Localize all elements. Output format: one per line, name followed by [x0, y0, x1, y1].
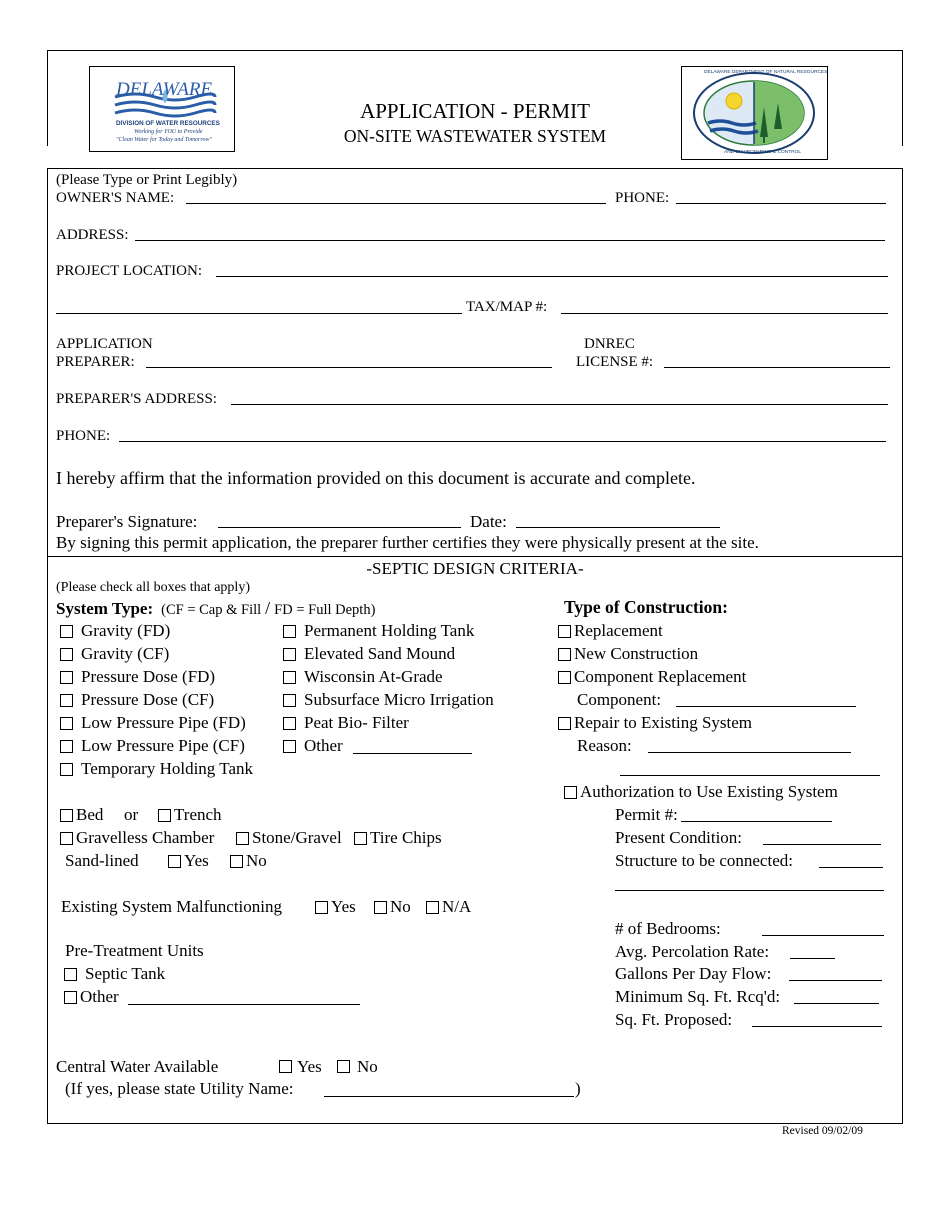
present-condition-label: Present Condition: [615, 828, 743, 847]
wisconsin-at-grade-label: Wisconsin At-Grade [304, 667, 443, 686]
malfunction-no-label: No [390, 897, 411, 916]
pressure-dose-fd-label: Pressure Dose (FD) [81, 667, 216, 686]
pressure-dose-fd-checkbox[interactable] [60, 671, 73, 684]
pressure-dose-cf-checkbox[interactable] [60, 694, 73, 707]
replacement-checkbox[interactable] [558, 625, 571, 638]
form-top-border [47, 168, 903, 169]
elevated-sand-mound-label: Elevated Sand Mound [304, 644, 456, 663]
revised-date: Revised 09/02/09 [782, 1125, 863, 1137]
logo-tagline-2: "Clean Water for Today and Tomorrow" [116, 137, 213, 143]
preparer-address-label: PREPARER'S ADDRESS: [56, 391, 217, 407]
bed-checkbox[interactable] [60, 809, 73, 822]
seal-ring-bottom: AND ENVIRONMENTAL CONTROL [724, 150, 802, 155]
phone-label: PHONE: [615, 190, 670, 206]
gravity-fd-label: Gravity (FD) [81, 621, 171, 640]
stone-gravel-label: Stone/Gravel [252, 828, 342, 847]
system-type-label: System Type: [56, 599, 154, 618]
utility-name-label: (If yes, please state Utility Name: [65, 1079, 294, 1098]
application-label: APPLICATION [56, 336, 153, 352]
percolation-label: Avg. Percolation Rate: [615, 942, 770, 961]
micro-irrigation-label: Subsurface Micro Irrigation [304, 690, 494, 709]
peat-bio-filter-checkbox[interactable] [283, 717, 296, 730]
delaware-logo-name: DELAWARE [116, 79, 213, 100]
construction-title: Type of Construction: [564, 597, 728, 617]
lpp-cf-label: Low Pressure Pipe (CF) [81, 736, 245, 755]
malfunction-label: Existing System Malfunctioning [61, 897, 282, 916]
pretreat-other-label: Other [80, 987, 119, 1006]
gravity-cf-checkbox[interactable] [60, 648, 73, 661]
central-water-yes-label: Yes [297, 1057, 322, 1076]
temp-holding-tank-label: Temporary Holding Tank [81, 759, 253, 778]
license-field[interactable] [664, 367, 890, 368]
section-divider [47, 556, 903, 557]
septic-tank-label: Septic Tank [85, 964, 166, 983]
seal-ring-top: DELAWARE DEPARTMENT OF NATURAL RESOURCES [704, 70, 828, 75]
project-location-field[interactable] [216, 276, 888, 277]
owner-name-field[interactable] [186, 203, 606, 204]
structure-field-line2[interactable] [615, 890, 884, 891]
phone2-label: PHONE: [56, 428, 111, 444]
replacement-label: Replacement [574, 621, 663, 640]
form-bottom-border [47, 1123, 903, 1124]
repair-label: Repair to Existing System [574, 713, 753, 732]
component-replacement-label: Component Replacement [574, 667, 747, 686]
signature-field[interactable] [218, 527, 461, 528]
authorization-label: Authorization to Use Existing System [580, 782, 838, 801]
division-name: DIVISION OF WATER RESOURCES [116, 120, 220, 127]
preparer-address-field[interactable] [231, 404, 888, 405]
sand-lined-yes-label: Yes [184, 851, 209, 870]
preparer-label: PREPARER: [56, 354, 135, 370]
pretreat-other-field[interactable] [128, 1004, 360, 1005]
sqft-proposed-label: Sq. Ft. Proposed: [615, 1010, 733, 1029]
pressure-dose-cf-label: Pressure Dose (CF) [81, 690, 215, 709]
malfunction-yes-label: Yes [331, 897, 356, 916]
sand-lined-label: Sand-lined [65, 851, 139, 870]
central-water-no-checkbox[interactable] [337, 1060, 350, 1073]
trench-checkbox[interactable] [158, 809, 171, 822]
form-left-border [47, 168, 48, 1123]
sqft-proposed-field[interactable] [752, 1026, 882, 1027]
gallons-label: Gallons Per Day Flow: [615, 964, 772, 983]
phone-field[interactable] [676, 203, 886, 204]
present-condition-field[interactable] [763, 844, 881, 845]
logo-tagline-1: Working for YOU to Provide [134, 129, 203, 135]
address-label: ADDRESS: [56, 227, 129, 243]
perm-holding-tank-label: Permanent Holding Tank [304, 621, 475, 640]
permit-no-field[interactable] [681, 821, 832, 822]
print-legibly-note: (Please Type or Print Legibly) [56, 172, 238, 188]
sand-lined-no-label: No [246, 851, 267, 870]
gravelless-chamber-label: Gravelless Chamber [76, 828, 215, 847]
central-water-label: Central Water Available [56, 1057, 219, 1076]
malfunction-na-label: N/A [442, 897, 472, 916]
other-system-checkbox[interactable] [283, 740, 296, 753]
permit-no-label: Permit #: [615, 805, 678, 824]
component-replacement-checkbox[interactable] [558, 671, 571, 684]
page-title: APPLICATION - PERMIT [360, 99, 590, 123]
reason-field[interactable] [648, 752, 851, 753]
elevated-sand-mound-checkbox[interactable] [283, 648, 296, 661]
project-location-label: PROJECT LOCATION: [56, 263, 202, 279]
central-water-yes-checkbox[interactable] [279, 1060, 292, 1073]
dnrec-seal-logo [681, 66, 828, 160]
min-sqft-field[interactable] [794, 1003, 879, 1004]
perm-holding-tank-checkbox[interactable] [283, 625, 296, 638]
reason-label: Reason: [577, 736, 632, 755]
gravelless-chamber-checkbox[interactable] [60, 832, 73, 845]
sand-lined-yes-checkbox[interactable] [168, 855, 181, 868]
temp-holding-tank-checkbox[interactable] [60, 763, 73, 776]
other-system-field[interactable] [353, 753, 472, 754]
date-label: Date: [470, 512, 507, 531]
lpp-fd-checkbox[interactable] [60, 717, 73, 730]
page-subtitle: ON-SITE WASTEWATER SYSTEM [343, 126, 607, 146]
preparer-field[interactable] [146, 367, 552, 368]
septic-tank-checkbox[interactable] [64, 968, 77, 981]
license-label: LICENSE #: [576, 354, 654, 370]
lpp-cf-checkbox[interactable] [60, 740, 73, 753]
lpp-fd-label: Low Pressure Pipe (FD) [81, 713, 246, 732]
component-field[interactable] [676, 706, 856, 707]
system-type-note-a: (CF = Cap & Fill [161, 602, 262, 618]
check-note: (Please check all boxes that apply) [56, 580, 250, 595]
repair-checkbox[interactable] [558, 717, 571, 730]
structure-field[interactable] [819, 867, 883, 868]
component-label: Component: [577, 690, 662, 709]
malfunction-na-checkbox[interactable] [426, 901, 439, 914]
reason-field-line2[interactable] [620, 775, 880, 776]
central-water-no-label: No [357, 1057, 378, 1076]
gravity-fd-checkbox[interactable] [60, 625, 73, 638]
peat-bio-filter-label: Peat Bio- Filter [304, 713, 409, 732]
micro-irrigation-checkbox[interactable] [283, 694, 296, 707]
signature-label: Preparer's Signature: [56, 512, 198, 531]
bedrooms-field[interactable] [762, 935, 884, 936]
pretreatment-label: Pre-Treatment Units [65, 941, 204, 960]
min-sqft-label: Minimum Sq. Ft. Rcq'd: [615, 987, 781, 1006]
tire-chips-checkbox[interactable] [354, 832, 367, 845]
other-system-label: Other [304, 736, 343, 755]
date-field[interactable] [516, 527, 720, 528]
malfunction-yes-checkbox[interactable] [315, 901, 328, 914]
malfunction-no-checkbox[interactable] [374, 901, 387, 914]
or-label: or [124, 805, 139, 824]
pretreat-other-checkbox[interactable] [64, 991, 77, 1004]
project-location-field-line2[interactable] [56, 313, 462, 314]
new-construction-checkbox[interactable] [558, 648, 571, 661]
gravity-cf-label: Gravity (CF) [81, 644, 170, 663]
structure-label: Structure to be connected: [615, 851, 793, 870]
utility-close-paren: ) [575, 1079, 581, 1098]
sand-lined-no-checkbox[interactable] [230, 855, 243, 868]
tax-map-label: TAX/MAP #: [466, 299, 548, 315]
owner-name-label: OWNER'S NAME: [56, 190, 175, 206]
wisconsin-at-grade-checkbox[interactable] [283, 671, 296, 684]
system-type-note-b: FD = Full Depth) [274, 602, 376, 618]
bedrooms-label: # of Bedrooms: [615, 919, 721, 938]
percolation-field[interactable] [790, 958, 835, 959]
authorization-checkbox[interactable] [564, 786, 577, 799]
header-top-border [47, 50, 903, 51]
trench-label: Trench [174, 805, 222, 824]
tire-chips-label: Tire Chips [370, 828, 442, 847]
form-right-border [902, 168, 903, 1123]
address-field[interactable] [135, 240, 885, 241]
certify-statement: By signing this permit application, the preparer further certifies they were physically present at the site. [56, 533, 759, 552]
dnrec-seal-icon [682, 67, 827, 159]
system-type-slash: / [265, 598, 271, 618]
new-construction-label: New Construction [574, 644, 699, 663]
bed-label: Bed [76, 805, 104, 824]
septic-heading: -SEPTIC DESIGN CRITERIA- [366, 559, 584, 578]
dnrec-label: DNREC [584, 336, 635, 352]
tax-map-field[interactable] [561, 313, 888, 314]
system-type-row [56, 598, 375, 619]
affirm-statement: I hereby affirm that the information provided on this document is accurate and complete. [56, 468, 696, 488]
gallons-field[interactable] [789, 980, 882, 981]
utility-name-field[interactable] [324, 1096, 574, 1097]
stone-gravel-checkbox[interactable] [236, 832, 249, 845]
phone2-field[interactable] [119, 441, 886, 442]
